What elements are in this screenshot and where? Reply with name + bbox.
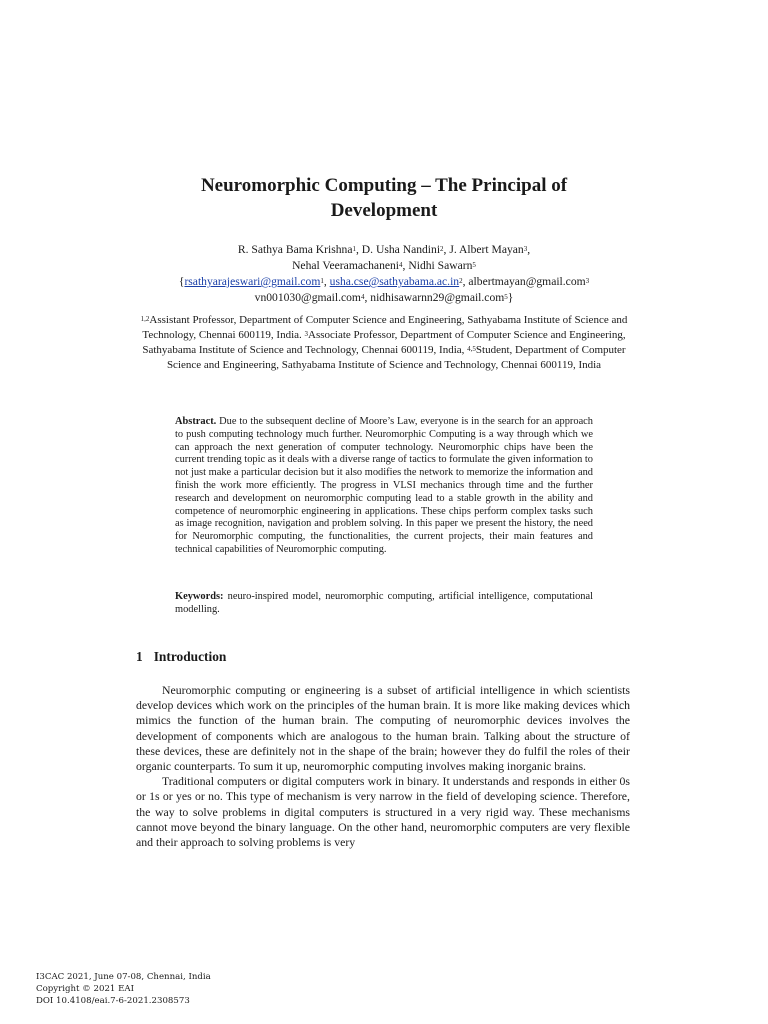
- email-sup: 2: [459, 277, 463, 285]
- keywords: [175, 591, 593, 617]
- footer-copyright: Copyright © 2021 EAI: [36, 984, 134, 994]
- affiliations: [136, 313, 632, 373]
- footer: [36, 971, 211, 1007]
- affil-text: Associate Professor, Department of Computer Science and Engineering, Sathyabama Institute of Science and Technology, Chennai 600119, India,: [142, 329, 626, 356]
- email-sup: 5: [504, 293, 508, 301]
- title-line-2: Development: [330, 200, 438, 221]
- abstract: [175, 416, 593, 557]
- author-sup: 5: [472, 261, 476, 269]
- abstract-text: Due to the subsequent decline of Moore’s Law, everyone is in the search for an approach to push computing technology much further. Neuromorphic Computing is a way through which we can approach the next generation of computer technology. Neuromorphic chips have been the current trending topic as it deals with a diverse range of tactics to formulate the given information to not just make a particular decision but it also modifies the network to memorize the information and finish the work more efficiently. The progress in VLSI mechanics through time and the further research and development on neuromorphic computing lead to a stable growth in the ability and competence of neuromorphic engineering in applications. These chips perform complex tasks such as image recognition, navigation and problem solving. In this paper we present the history, the need for Neuromorphic computing, the functionalities, the current projects, their main features and technical capabilities of Neuromorphic computing.: [175, 416, 593, 555]
- footer-conference: I3CAC 2021, June 07-08, Chennai, India: [36, 972, 211, 982]
- author-name: J. Albert Mayan: [449, 243, 524, 256]
- author-name: Nehal Veeramachaneni: [292, 259, 400, 272]
- author-block: [110, 242, 658, 306]
- paper-title: [120, 173, 648, 223]
- author-name: Nidhi Sawarn: [408, 259, 473, 272]
- affil-sup: 3: [304, 330, 309, 338]
- email-line-2: vn001030@gmail.com$^4$, nidhisawarnn29@gmail.com$^5$}: [254, 291, 514, 304]
- email-sup: 3: [585, 277, 590, 285]
- keywords-label: Keywords:: [175, 591, 224, 602]
- author-line-1: R. Sathya Bama Krishna$^1$, D. Usha Nandini$^2$, J. Albert Mayan$^3$,: [237, 243, 531, 256]
- body-text: [136, 683, 630, 850]
- author-line-2: Nehal Veeramachaneni$^4$, Nidhi Sawarn$^5$: [292, 259, 476, 272]
- author-sup: 2: [440, 245, 444, 253]
- affil-text: Student, Department of Computer Science and Engineering, Sathyabama Institute of Science and Technology, Chennai 600119, India: [166, 344, 626, 371]
- email-text: vn001030@gmail.com: [254, 291, 361, 304]
- email-line-1: {rsathyarajeswari@gmail.com$^1$, $usha.cse@sathyabama.ac.in^2$, albertmayan@gmail.com$^3$: [178, 275, 590, 288]
- footer-doi: DOI 10.4108/eai.7-6-2021.2308573: [36, 996, 190, 1006]
- affil-text: Assistant Professor, Department of Computer Science and Engineering, Sathyabama Institute of Science and Technology, Chennai 600119, India.: [142, 314, 628, 341]
- keywords-text: neuro-inspired model, neuromorphic computing, artificial intelligence, computational modelling.: [175, 591, 593, 615]
- email-sup: 1: [320, 277, 324, 285]
- email-text: albertmayan@gmail.com: [468, 275, 586, 288]
- author-name: R. Sathya Bama Krishna: [237, 243, 353, 256]
- email-sup: 4: [360, 293, 365, 301]
- email-link[interactable]: rsathyarajeswari@gmail.com: [184, 275, 321, 288]
- section-title: Introduction: [153, 649, 227, 664]
- author-sup: 4: [399, 261, 403, 269]
- email-link[interactable]: usha.cse@sathyabama.ac.in: [329, 275, 460, 288]
- abstract-label: Abstract.: [175, 416, 217, 427]
- paragraph: Traditional computers or digital computers work in binary. It understands and responds in either 0s or 1s or yes or no. This type of mechanism is very narrow in the field of developing science. Therefore, the way to solve problems in digital computers is structured in a very rigid way. These mechanisms cannot move beyond the binary language. On the other hand, neuromorphic computers are very flexible and their approach to solving problems is very: [136, 774, 630, 850]
- section-heading: [136, 649, 226, 665]
- affil-sup: 4,5: [467, 345, 476, 353]
- affil-sup: 1,2: [140, 315, 150, 323]
- paragraph: Neuromorphic computing or engineering is a subset of artificial intelligence in which scientists develop devices which work on the principles of the human brain. It is more like making devices which mimics the function of the human brain. The computing of neuromorphic devices involves the development of components which are analogous to the human brain. Talking about the structure of these devices, these are definitely not in the shape of the brain; however they do fulfil the roles of their organic counterparts. To sum it up, neuromorphic computing involves making inorganic brains.: [136, 683, 630, 774]
- author-name: D. Usha Nandini: [361, 243, 441, 256]
- author-sup: 1: [352, 245, 356, 253]
- author-sup: 3: [523, 245, 528, 253]
- section-number: 1: [136, 649, 143, 664]
- email-text: nidhisawarnn29@gmail.com: [370, 291, 505, 304]
- title-line-1: Neuromorphic Computing – The Principal of: [200, 175, 568, 196]
